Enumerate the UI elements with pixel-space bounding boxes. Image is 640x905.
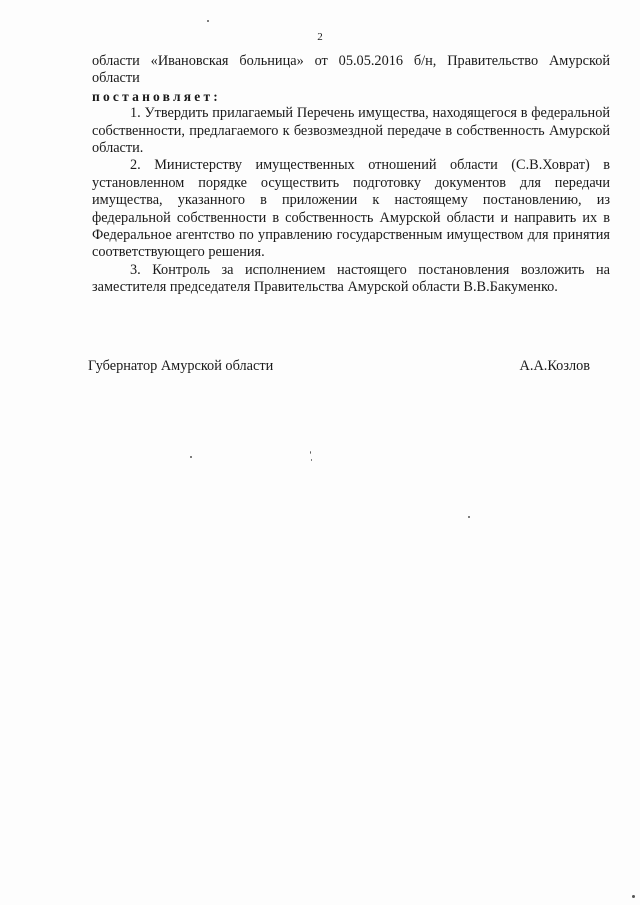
- signatory-name: А.А.Козлов: [519, 358, 590, 374]
- scan-speck: [311, 459, 312, 461]
- signatory-title: Губернатор Амурской области: [88, 358, 274, 374]
- scan-speck: [310, 451, 311, 454]
- document-body: [92, 53, 610, 297]
- page-number: 2: [317, 31, 323, 43]
- scan-speck: [207, 20, 209, 22]
- scan-speck: [190, 456, 192, 458]
- continuation-paragraph: области «Ивановская больница» от 05.05.2016 б/н, Правительство Амурской области: [92, 53, 610, 87]
- decree-word: постановляет:: [92, 88, 221, 104]
- scan-speck: [632, 895, 635, 898]
- item-3-paragraph: 3. Контроль за исполнением настоящего постановления возложить на заместителя председателя Правительства Амурской области В.В.Бакуменко.: [92, 261, 610, 296]
- scan-speck: [468, 516, 470, 518]
- item-2-paragraph: 2. Министерству имущественных отношений области (С.В.Ховрат) в установленном порядке осуществить подготовку документов для передачи имущества, указанного в приложении к настоящему постановлению, из федеральной собственности в собственность Амурской области и направить их в Федеральное агентство по управлению государственным имуществом для принятия соответствующего решения.: [92, 157, 610, 261]
- item-1-paragraph: 1. Утвердить прилагаемый Перечень имущества, находящегося в федеральной собственности, предлагаемого к безвозмездной передаче в собственность Амурской области.: [92, 105, 610, 157]
